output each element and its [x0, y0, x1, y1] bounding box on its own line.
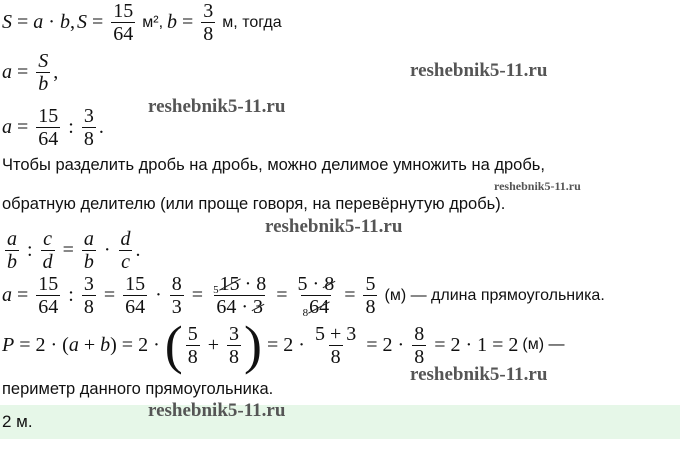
fraction-s: $\frac{15}{64}$ [113, 0, 134, 45]
formula-area: S = a · b , S = $\frac{15}{64}$ м², b = $\frac{3}{8}$ м, тогда [2, 0, 282, 45]
fraction-15-64: $\frac{15}{64}$ [38, 105, 59, 150]
fraction-b: $\frac{3}{8}$ [203, 0, 214, 45]
formula-perimeter: P = 2 · ( a + b ) = 2 · ( 5 8 + $\frac{3}{8}$ ) = 2 · $\frac{5 + 3}{8}$ = 2 · $\frac{8}{8}$ = 2 · 1 = 2 (м) — [2, 315, 565, 375]
perimeter-unit: (м) — [522, 336, 565, 353]
formula-a-equals: a = $\frac{S}{b}$ , [2, 50, 59, 95]
unit-then-text: м, тогда [222, 13, 282, 31]
answer-text: 2 м. [2, 412, 33, 431]
fraction-s-over-b: $\frac{S}{b}$ [38, 50, 49, 95]
watermark: reshebnik5-11.ru [148, 400, 286, 421]
formula-a-division: a = $\frac{15}{64}$ : 3 8 . [2, 105, 104, 150]
watermark: reshebnik5-11.ru [410, 364, 548, 385]
fraction-cancelled-2: $\frac{5 \cdot 8}{864}$ [297, 273, 335, 319]
formula-division-rule: a b : $\frac{c}{d}$ = $\frac{a}{b}$ · d c . [7, 228, 141, 273]
fraction-result: $\frac{5}{8}$ [365, 273, 376, 318]
explanation-line-2: обратную делителю (или проще говоря, на перевёрнутую дробь). [2, 195, 506, 213]
formula-length-calculation: a = $\frac{15}{64}$ : $\frac{3}{8}$ = $\frac{15}{64}$ · $\frac{8}{3}$ = $\frac{515 \cdot 8}{64 \cdot 3}$ = $\frac{5 \cdot 8}{864}$ = $\frac{5}{8}$ (м) — длина прямоугольника. [2, 273, 605, 319]
watermark: reshebnik5-11.ru [265, 216, 403, 237]
unit-square-meter: м², [142, 13, 164, 31]
fraction-cancelled: $\frac{515 \cdot 8}{64 \cdot 3}$ [213, 273, 267, 318]
explanation-line-1: Чтобы разделить дробь на дробь, можно делимое умножить на дробь, [2, 156, 545, 174]
watermark: reshebnik5-11.ru [494, 179, 581, 193]
watermark: reshebnik5-11.ru [148, 96, 286, 117]
fraction-3-8: 3 8 [83, 105, 94, 150]
answer-box [0, 405, 680, 439]
explanation-perimeter: периметр данного прямоугольника. [2, 380, 274, 398]
length-label: (м) — длина прямоугольника. [384, 286, 605, 304]
watermark: reshebnik5-11.ru [410, 60, 548, 81]
